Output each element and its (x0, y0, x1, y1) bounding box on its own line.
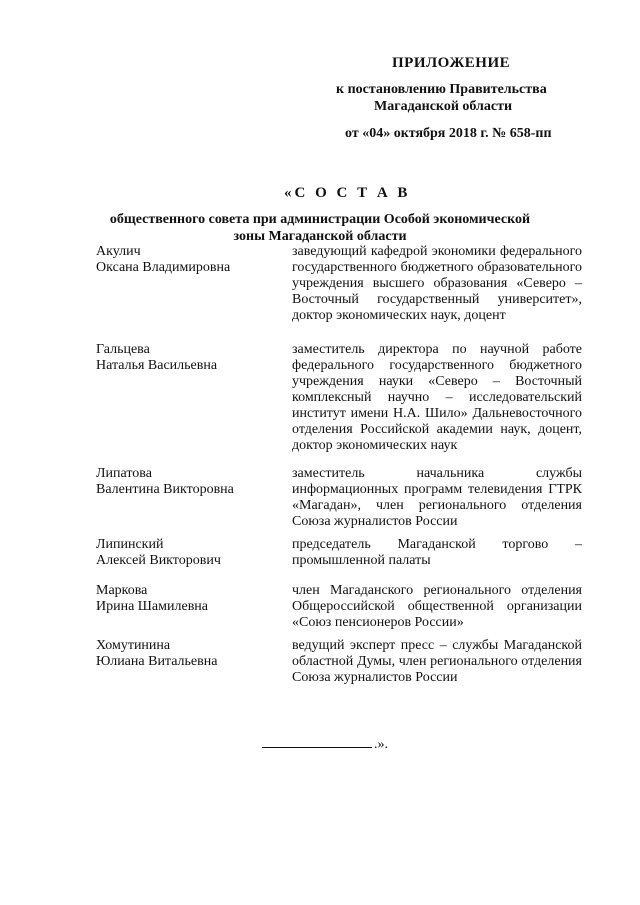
member-given-name: Валентина Викторовна (96, 482, 234, 497)
member-surname: Гальцева (96, 342, 150, 357)
member-position: заместитель директора по научной работе федерального государственного бюджетного учреждения науки «Северо – Восточный комплексный научно – исследовательский институт имени Н.А. Шило» Дальневосточного отделения Российской академии наук, доцент, доктор экономических наук (292, 342, 582, 453)
member-given-name: Алексей Викторович (96, 553, 221, 568)
council-title (60, 211, 580, 245)
member-given-name: Ирина Шамилевна (96, 599, 209, 614)
member-surname: Хомутинина (96, 638, 171, 653)
member-given-name: Наталья Васильевна (96, 358, 218, 373)
member-position: председатель Магаданской торгово – промышленной палаты (292, 537, 582, 568)
member-name (96, 583, 276, 615)
composition-heading: «С О С Т А В (284, 185, 411, 201)
member-name (96, 342, 276, 374)
council-title-line1: общественного совета при администрации Особой экономической (109, 212, 531, 227)
closing-mark: .». (374, 737, 388, 752)
member-surname: Липинский (96, 537, 164, 552)
member-position: заведующий кафедрой экономики федерального государственного бюджетного образовательного учреждения высшего образования «Северо – Восточный государственный университет», доктор экономических наук, доцент (292, 244, 582, 323)
closing-rule (262, 747, 372, 748)
member-given-name: Оксана Владимировна (96, 260, 231, 275)
header-resolution-line: к постановлению Правительства (336, 82, 547, 97)
member-name (96, 638, 276, 670)
member-name (96, 244, 276, 276)
header-date-number-line: от «04» октября 2018 г. № 658-пп (345, 126, 552, 141)
council-title-line2: зоны Магаданской области (233, 229, 407, 244)
member-surname: Липатова (96, 466, 152, 481)
member-surname: Акулич (96, 244, 141, 259)
member-name (96, 466, 276, 498)
member-surname: Маркова (96, 583, 148, 598)
member-position: заместитель начальника службы информационных программ телевидения ГТРК «Магадан», член регионального отделения Союза журналистов России (292, 466, 582, 529)
member-given-name: Юлиана Витальевна (96, 654, 218, 669)
member-name (96, 537, 276, 569)
appendix-title: ПРИЛОЖЕНИЕ (392, 55, 511, 71)
closing-line (262, 737, 388, 753)
header-region-line: Магаданской области (374, 99, 513, 114)
member-position: ведущий эксперт пресс – службы Магаданской областной Думы, член регионального отделения Союза журналистов России (292, 638, 582, 685)
member-position: член Магаданского регионального отделения Общероссийской общественной организации «Союз пенсионеров России» (292, 583, 582, 630)
